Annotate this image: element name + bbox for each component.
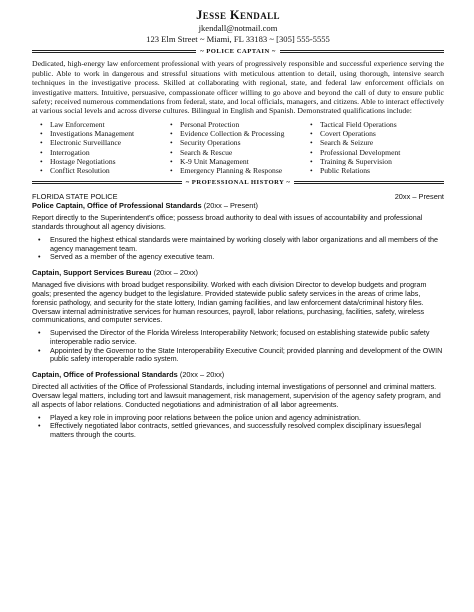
professional-summary: Dedicated, high-energy law enforcement professional with years of progressively responsible and successful experience serving the public. Able to work in dangerous and stressful situations with meticulous attention to detail, using thorough, intensive search techniques in the investigative process. Skilled at collaborating with regional, state, and federal law enforcement officials on investigative matters. Intuitive, persuasive, compassionate officer willing to go above and beyond the call of duty to ensure public safety; received numerous commendations from federal, state, and local officials, managers, and citizens. Able to interact effectively at various social levels and across diverse cultures. Bilingual in English and Spanish. Demonstrated qualifications include: <box>32 59 444 116</box>
bullet-icon: • <box>38 252 41 262</box>
bullet-icon: • <box>40 129 43 139</box>
achievement-item: • Effectively negotiated labor contracts, settled grievances, and successfully resolved complex disciplinary issues/legal matters through the courts. <box>38 421 422 440</box>
skill-item: • Emergency Planning & Response <box>170 165 283 175</box>
resume-header <box>32 8 444 44</box>
contact-address: 123 Elm Street ~ Miami, FL 33183 ~ [305] 555-5555 <box>146 33 330 44</box>
skills-list <box>32 120 444 175</box>
section-title-objective <box>32 48 444 55</box>
bullet-icon: • <box>40 165 43 175</box>
employer-row <box>32 192 444 201</box>
achievement-item: • Appointed by the Governor to the State Interoperability Executive Council; provided planning and development of the OWIN public safety interoperable radio system. <box>38 345 443 364</box>
section-rule <box>294 181 444 184</box>
job-achievements <box>32 329 444 364</box>
achievement-item: • Served as a member of the agency executive team. <box>38 252 215 262</box>
tilde-ornament: ~ <box>185 179 192 187</box>
bullet-icon: • <box>170 138 173 148</box>
bullet-icon: • <box>38 412 41 422</box>
skill-item: • Evidence Collection & Processing <box>170 129 285 139</box>
bullet-icon: • <box>310 138 313 148</box>
skill-item: • Investigations Management <box>40 129 135 139</box>
tilde-ornament: ~ <box>269 48 276 56</box>
skill-item: • Electronic Surveillance <box>40 138 122 148</box>
bullet-icon: • <box>310 147 313 157</box>
section-title-history <box>32 179 444 186</box>
bullet-icon: • <box>38 345 41 355</box>
achievement-item: • Ensured the highest ethical standards were maintained by working closely with labor organizations and all members of the agency management team. <box>38 234 438 253</box>
bullet-icon: • <box>310 119 313 129</box>
job-dates: (20xx – Present) <box>203 201 258 211</box>
skills-column-2 <box>168 120 308 175</box>
job-description: Managed five divisions with broad budget responsibility. Worked with each division Director to develop budgets and program goals; presented the agency budget to the legislature. Provided statewide public safety services in the areas of crime labs, forensic pathology, and security for the state lottery, Indian gaming facilities, and law enforcement data/criminal history files. Oversaw internal administrative services for human resources, payroll, labor relations, purchasing, facilities, safety, wireless communications, and computer services. <box>32 280 427 325</box>
skill-item: • Personal Protection <box>170 119 240 129</box>
job-title-row <box>32 201 444 210</box>
employer-dates: 20xx – Present <box>394 192 444 202</box>
job-description: Report directly to the Superintendent's office; possess broad authority to deal with issues of accountability and professional standards throughout all agency divisions. <box>32 213 423 231</box>
section-rule <box>32 50 196 53</box>
skill-item: • Professional Development <box>310 147 401 157</box>
employment-section <box>32 192 444 440</box>
bullet-icon: • <box>170 165 173 175</box>
job-title: Captain, Support Services Bureau <box>32 268 152 278</box>
job-achievements <box>32 236 444 262</box>
skills-column-1 <box>32 120 168 175</box>
bullet-icon: • <box>170 119 173 129</box>
skill-item: • Tactical Field Operations <box>310 119 397 129</box>
skills-column-3 <box>308 120 418 175</box>
bullet-icon: • <box>38 421 41 431</box>
bullet-icon: • <box>40 138 43 148</box>
bullet-icon: • <box>40 119 43 129</box>
skill-item: • Law Enforcement <box>40 119 105 129</box>
achievement-item: • Played a key role in improving poor relations between the police union and agency administration. <box>38 412 361 422</box>
skill-item: • Covert Operations <box>310 129 376 139</box>
job-title: Captain, Office of Professional Standards <box>32 370 178 380</box>
job-title-row <box>32 268 444 277</box>
bullet-icon: • <box>170 129 173 139</box>
tilde-ornament: ~ <box>284 179 291 187</box>
history-title: PROFESSIONAL HISTORY <box>191 179 285 187</box>
objective-title: POLICE CAPTAIN <box>206 48 270 56</box>
skill-item: • Security Operations <box>170 138 241 148</box>
employer-name: FLORIDA STATE POLICE <box>32 192 118 202</box>
skill-item: • Search & Seizure <box>310 138 374 148</box>
bullet-icon: • <box>170 147 173 157</box>
bullet-icon: • <box>310 129 313 139</box>
skill-item: • K-9 Unit Management <box>170 156 249 166</box>
tilde-ornament: ~ <box>200 48 207 56</box>
job-description: Directed all activities of the Office of Professional Standards, including internal investigations of personnel and criminal matters. Oversaw legal matters, including tort and lawsuit management, risk management, supervision of the agency safety program, and all aspects of labor relations. Conducted negotiations and administration of all labor agreements. <box>32 382 441 409</box>
job-title-row <box>32 370 444 379</box>
job-entry <box>32 201 444 262</box>
skill-item: • Conflict Resolution <box>40 165 110 175</box>
job-dates: (20xx – 20xx) <box>179 370 225 380</box>
candidate-name: Jesse Kendall <box>196 8 280 22</box>
bullet-icon: • <box>38 234 41 244</box>
section-rule <box>32 181 182 184</box>
contact-email: jkendall@notmail.com <box>198 23 278 33</box>
achievement-item: • Supervised the Director of the Florida Wireless Interoperability Network; focused on establishing statewide public safety interoperable radio service. <box>38 328 430 346</box>
skill-item: • Hostage Negotiations <box>40 156 116 166</box>
job-title: Police Captain, Office of Professional Standards <box>32 201 202 211</box>
skill-item: • Training & Supervision <box>310 156 392 166</box>
bullet-icon: • <box>310 165 313 175</box>
job-entry <box>32 268 444 364</box>
skill-item: • Search & Rescue <box>170 147 233 157</box>
bullet-icon: • <box>310 156 313 166</box>
job-dates: (20xx – 20xx) <box>153 268 198 278</box>
job-achievements <box>32 414 444 440</box>
bullet-icon: • <box>38 328 41 338</box>
skill-item: • Public Relations <box>310 165 370 175</box>
bullet-icon: • <box>170 156 173 166</box>
bullet-icon: • <box>40 156 43 166</box>
skill-item: • Interrogation <box>40 147 90 157</box>
section-rule <box>280 50 444 53</box>
bullet-icon: • <box>40 147 43 157</box>
job-entry <box>32 370 444 440</box>
